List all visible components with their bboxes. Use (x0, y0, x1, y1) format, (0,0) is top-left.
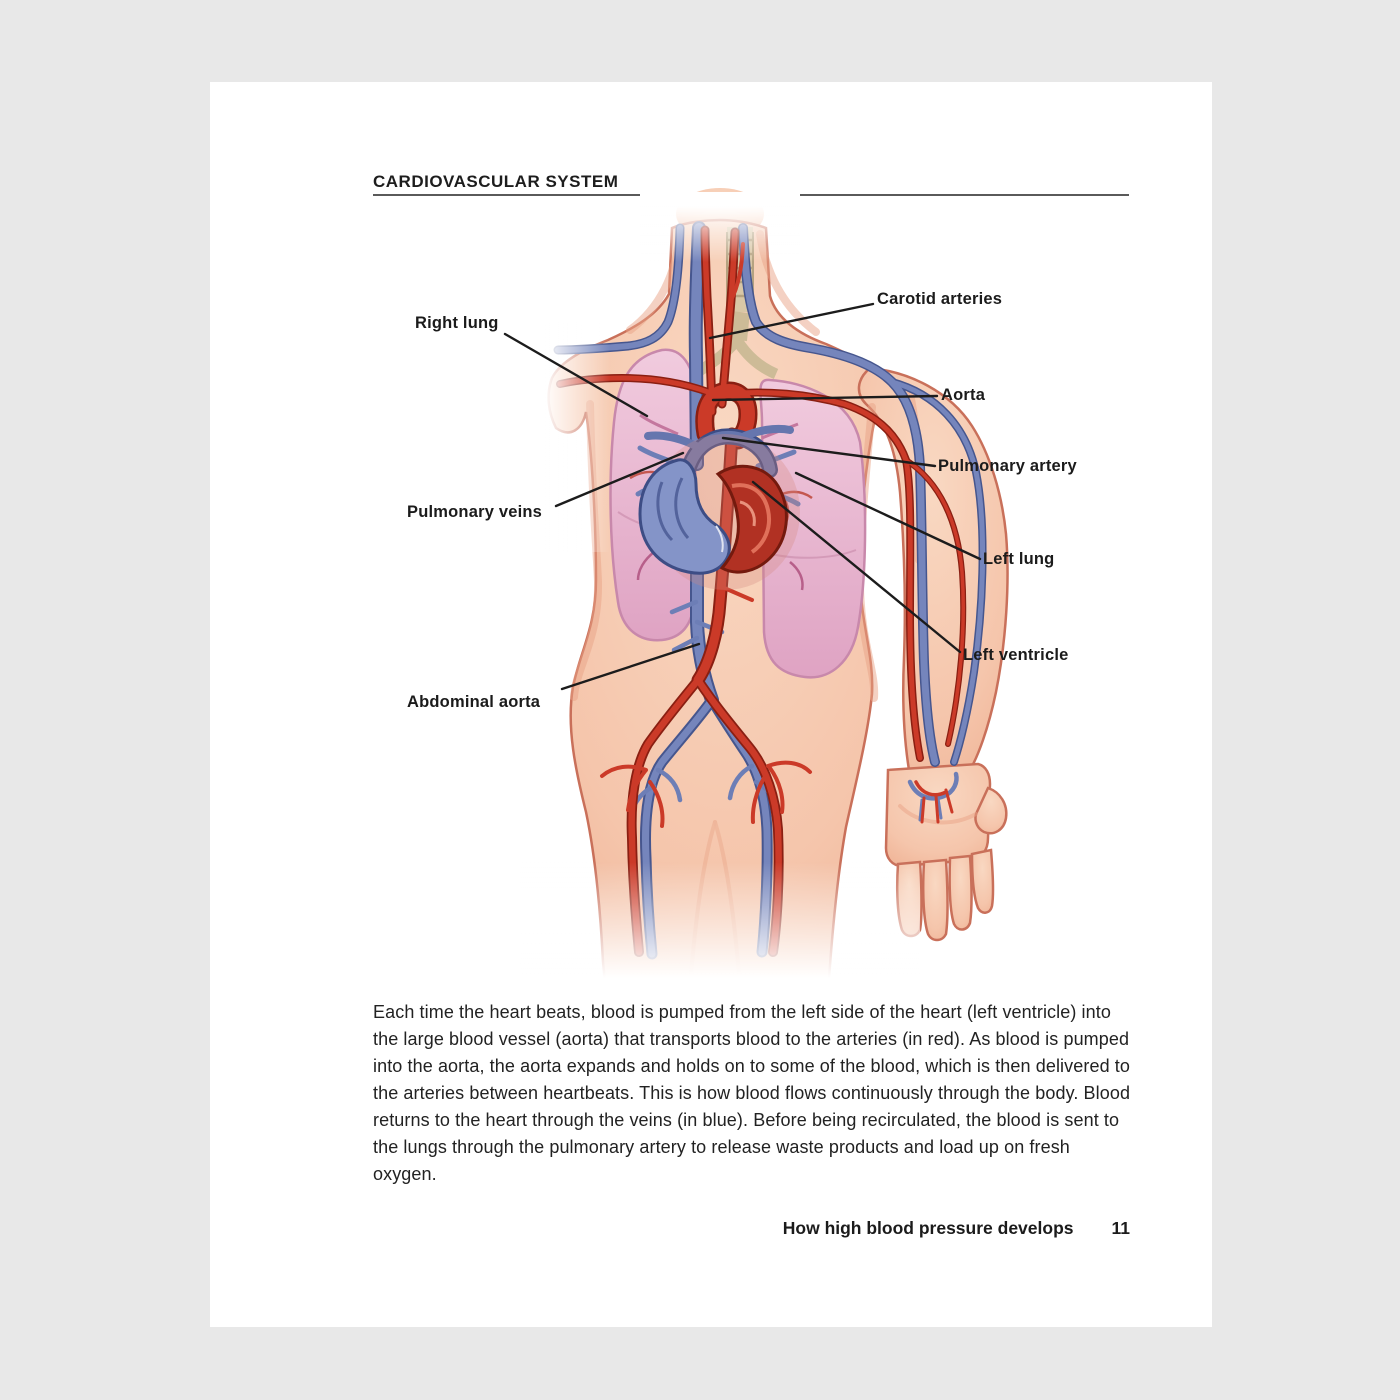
page-title: CARDIOVASCULAR SYSTEM (373, 172, 619, 191)
footer-page-number: 11 (1111, 1218, 1130, 1238)
body-paragraph: Each time the heart beats, blood is pumped from the left side of the heart (left ventricle) into the large blood vessel (aorta) that transports blood to the arteries (in red). As blood is pumped into the aorta, the aorta expands and holds on to some of the blood, which is then delivered to the arteries between heartbeats. This is how blood flows continuously through the body. Blood returns to the heart through the veins (in blue). Before being recirculated, the blood is sent to the lungs through the pulmonary artery to release waste products and load up on fresh oxygen. (373, 1002, 1131, 1184)
label-aorta: Aorta (941, 386, 986, 404)
label-abdominal-aorta: Abdominal aorta (407, 693, 541, 711)
finger-middle (923, 860, 947, 940)
finger-pinky (972, 850, 993, 913)
label-left-lung: Left lung (983, 550, 1055, 568)
label-carotid-arteries: Carotid arteries (877, 290, 1003, 308)
label-pulmonary-veins: Pulmonary veins (407, 503, 543, 521)
label-pulmonary-artery: Pulmonary artery (938, 457, 1077, 475)
label-right-lung: Right lung (415, 314, 499, 332)
label-left-ventricle: Left ventricle (963, 646, 1069, 664)
page-footer (783, 1218, 1130, 1239)
book-page (210, 82, 1212, 1327)
footer-chapter-title: How high blood pressure develops (782, 1218, 1074, 1238)
finger-ring (950, 856, 972, 930)
